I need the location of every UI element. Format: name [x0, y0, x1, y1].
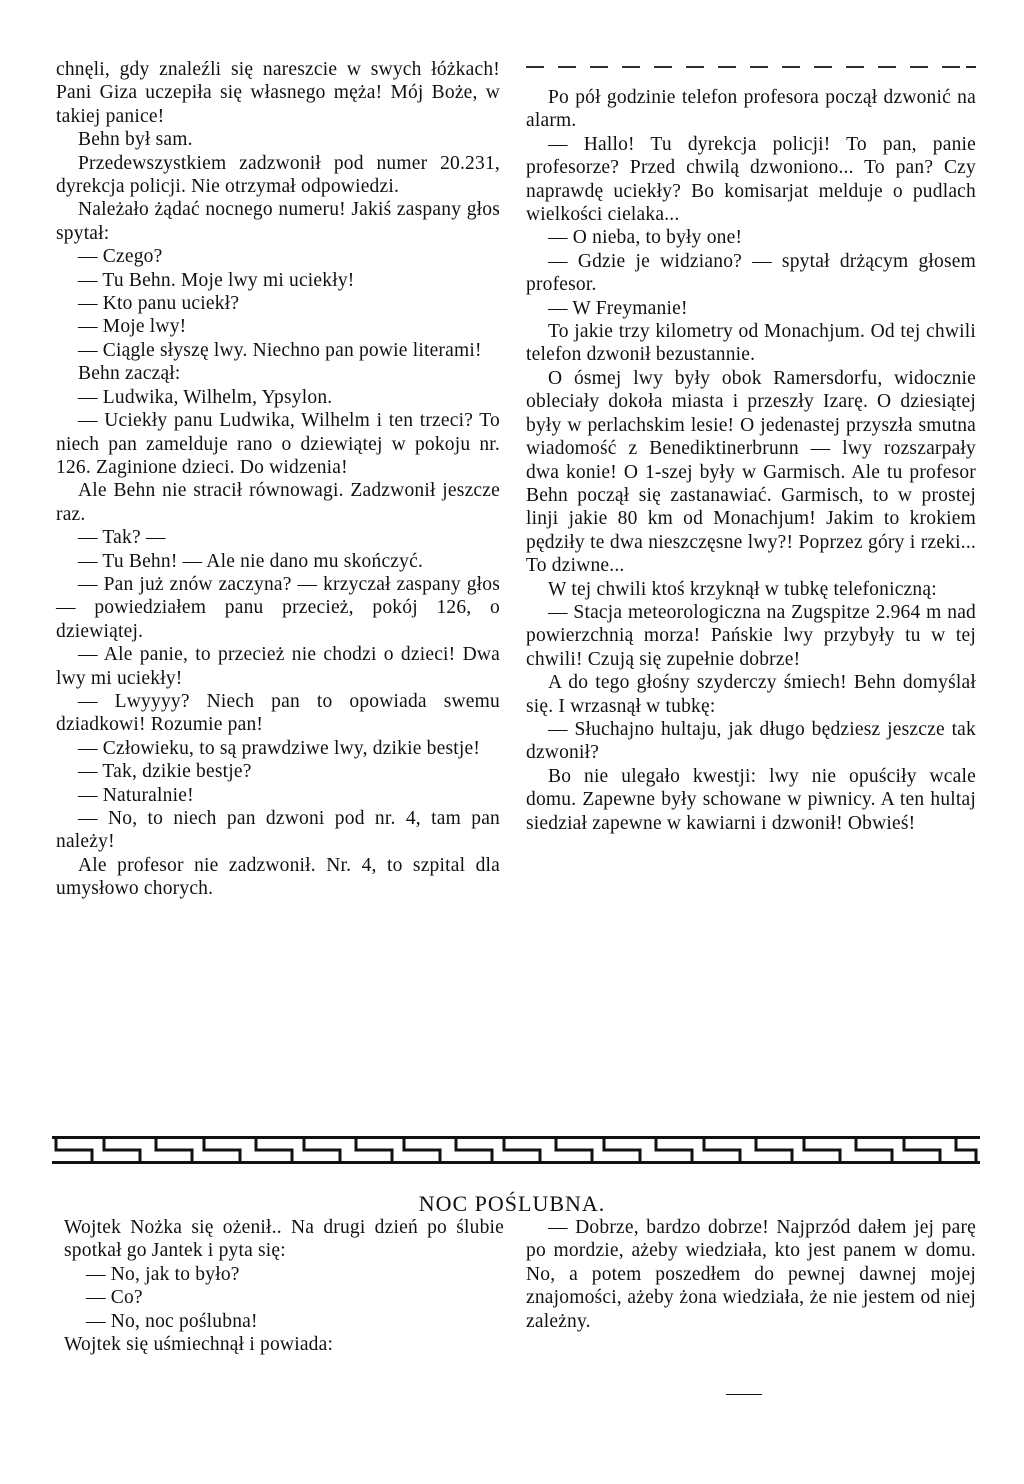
end-rule	[726, 1394, 762, 1395]
paragraph: Przedewszystkiem zadzwonił pod numer 20.231, dyrekcja policji. Nie otrzymał odpowiedzi.	[56, 152, 500, 198]
dialogue-line: — Gdzie je widziano? — spytał drżącym głosem profesor.	[526, 250, 976, 296]
dialogue-line: — Ale panie, to przecież nie chodzi o dzieci! Dwa lwy mi uciekły!	[56, 644, 500, 689]
story1-right-column	[526, 86, 976, 835]
dialogue-line: — Tak? —	[78, 527, 166, 549]
dialogue-line: — Moje lwy!	[78, 316, 187, 338]
dialogue-line: — Tu Behn. Moje lwy mi uciekły!	[78, 269, 355, 291]
paragraph: Ale profesor nie zadzwonił. Nr. 4, to szpital dla umysłowo chorych.	[56, 854, 500, 900]
paragraph: Behn zaczął:	[78, 363, 181, 385]
paragraph: chnęli, gdy znaleźli się nareszcie w swych łóżkach! Pani Giza uczepiła się własnego męża! Mój Boże, w takiej panice!	[56, 59, 500, 127]
dialogue-line: — Lwyyyy? Niech pan to opowiada swemu dziadkowi! Rozumie pan!	[56, 690, 500, 736]
paragraph: Należało żądać nocnego numeru! Jakiś zaspany głos spytał:	[56, 199, 500, 244]
paragraph: W tej chwili ktoś krzyknął w tubkę telefoniczną:	[548, 578, 937, 600]
dialogue-line: — No, to niech pan dzwoni pod nr. 4, tam pan należy!	[56, 808, 500, 853]
dialogue-line: — Człowieku, to są prawdziwe lwy, dzikie bestje!	[78, 737, 481, 759]
dialogue-line: — O nieba, to były one!	[548, 227, 743, 249]
dialogue-line: — Stacja meteorologiczna na Zugspitze 2.964 m nad powierzchnią morza! Pańskie lwy przybyły tu w tej chwili! Czują się zupełnie dobrze!	[526, 601, 976, 670]
dialogue-line: — Ludwika, Wilhelm, Ypsylon.	[78, 386, 333, 408]
paragraph: O ósmej lwy były obok Ramersdorfu, widocznie obleciały dokoła miasta i przeszły Izarę. O dziesiątej były w perlachskim lesie! O jedenastej przyszła smutna wiadomość z Benediktinerbrunn — lwy rozszarpały dwa konie! O 1-szej były w Garmisch. Ale tu profesor Behn począł się zastanawiać. Garmisch, to w prostej linji jakie 80 km od Monachjum! Jakim to krokiem pędziły te dwa nieszczęsne lwy?! Poprzez góry i rzeki... To dziwne...	[526, 367, 976, 577]
paragraph: Ale Behn nie stracił równowagi. Zadzwonił jeszcze raz.	[56, 480, 500, 525]
dialogue-line: — No, noc poślubna!	[86, 1310, 258, 1332]
paragraph: Bo nie ulegało kwestji: lwy nie opuściły wcale domu. Zapewne były schowane w piwnicy. A ten hultaj siedział zapewne w kawiarni i dzwonił! Obwieś!	[526, 765, 976, 834]
paragraph: Wojtek Nożka się ożenił.. Na drugi dzień po ślubie spotkał go Jantek i pyta się:	[64, 1217, 504, 1262]
dialogue-line: — Co?	[86, 1287, 143, 1309]
dialogue-line: — Uciekły panu Ludwika, Wilhelm i ten trzeci? To niech pan zamelduje rano o dziewiątej w pokoju nr. 126. Zaginione dzieci. Do widzenia!	[56, 410, 500, 478]
section-divider-dashes	[526, 60, 976, 74]
dialogue-line: — Tak, dzikie bestje?	[78, 761, 252, 783]
paragraph: To jakie trzy kilometry od Monachjum. Od tej chwili telefon dzwonił bezustannie.	[526, 321, 976, 366]
story1-left-column	[56, 58, 500, 901]
dialogue-line: — No, jak to było?	[86, 1263, 240, 1285]
dialogue-line: — Ciągle słyszę lwy. Niechno pan powie literami!	[78, 339, 482, 361]
paragraph: Po pół godzinie telefon profesora począł dzwonić na alarm.	[526, 87, 976, 132]
dialogue-line: — Naturalnie!	[78, 784, 194, 806]
dialogue-line: — Kto panu uciekł?	[78, 293, 240, 315]
paragraph: Wojtek się uśmiechnął i powiada:	[64, 1334, 334, 1356]
story2-right-column	[526, 1216, 976, 1333]
story2-title: NOC POŚLUBNA.	[418, 1191, 606, 1216]
dialogue-line: — Czego?	[78, 246, 163, 268]
dialogue-line: — Słuchajno hultaju, jak długo będziesz jeszcze tak dzwonił?	[526, 718, 976, 764]
dialogue-line: — W Freymanie!	[548, 297, 688, 319]
dialogue-line: — Hallo! Tu dyrekcja policji! To pan, panie profesorze? Przed chwilą dzwoniono... To pan? Czy naprawdę uciekły? Bo komisarjat melduje o pudlach wielkości cielaka...	[526, 133, 976, 226]
paragraph: Behn był sam.	[78, 129, 193, 151]
story2-left-column	[64, 1216, 504, 1356]
dialogue-line: — Pan już znów zaczyna? — krzyczał zaspany głos — powiedziałem panu przecież, pokój 126, o dziewiątej.	[56, 573, 500, 642]
decorative-border-ornament	[52, 1132, 980, 1168]
paragraph: A do tego głośny szyderczy śmiech! Behn domyślał się. I wrzasnął w tubkę:	[526, 672, 976, 717]
dialogue-line: — Dobrze, bardzo dobrze! Najprzód dałem jej parę po mordzie, ażeby wiedziała, kto jest panem w domu. No, a potem poszedłem do pewnej dawnej mojej znajomości, ażeby żona wiedziała, że nie jestem od niej zależny.	[526, 1217, 976, 1332]
dialogue-line: — Tu Behn! — Ale nie dano mu skończyć.	[78, 550, 424, 572]
